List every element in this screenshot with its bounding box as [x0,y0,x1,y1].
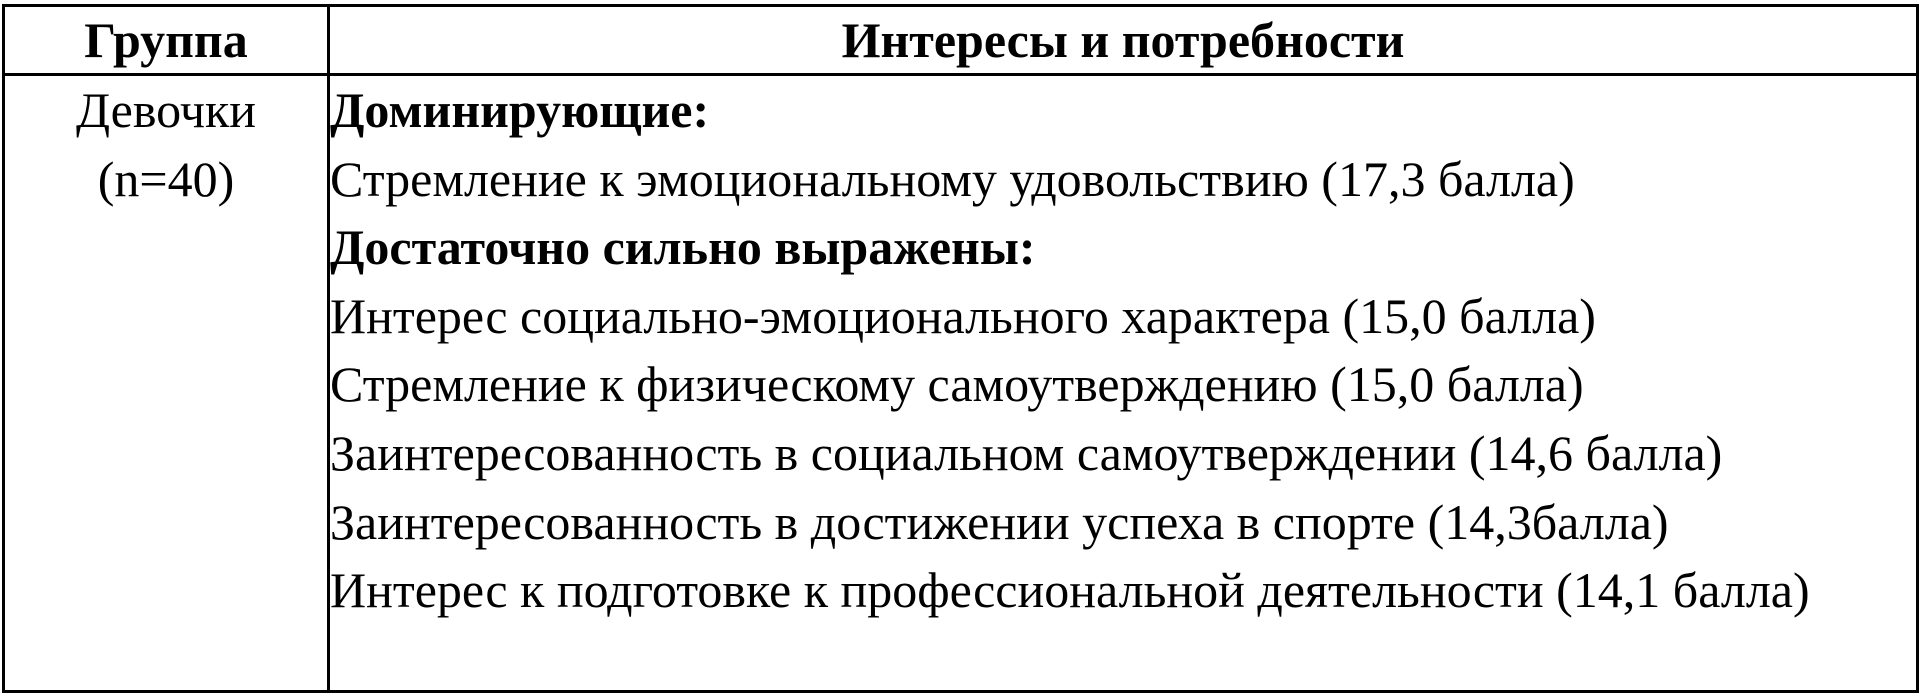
list-item: Заинтересованность в достижении успеха в спорте (14,3балла) [330,493,1669,550]
group-cell [4,75,329,692]
group-name: Девочки [75,82,257,138]
section-heading-strong: Достаточно сильно выражены: [330,219,1036,276]
list-item: Стремление к физическому самоутверждению (15,0 балла) [330,356,1584,413]
table-row [4,75,1918,692]
list-item: Интерес к подготовке к профессиональной деятельности (14,1 балла) [330,562,1810,619]
column-header-interests: Интересы и потребности [329,6,1918,75]
section-heading-dominant: Доминирующие: [330,82,710,138]
group-size: (n=40) [97,150,235,207]
interests-cell [329,75,1918,692]
list-item: Интерес социально-эмоционального характера (15,0 балла) [330,287,1596,344]
list-item: Стремление к эмоциональному удовольствию (17,3 балла) [330,150,1575,207]
table-header-row [4,6,1918,75]
list-item: Заинтересованность в социальном самоутверждении (14,6 балла) [330,424,1723,481]
interests-table [2,4,1919,693]
column-header-group: Группа [4,6,329,75]
